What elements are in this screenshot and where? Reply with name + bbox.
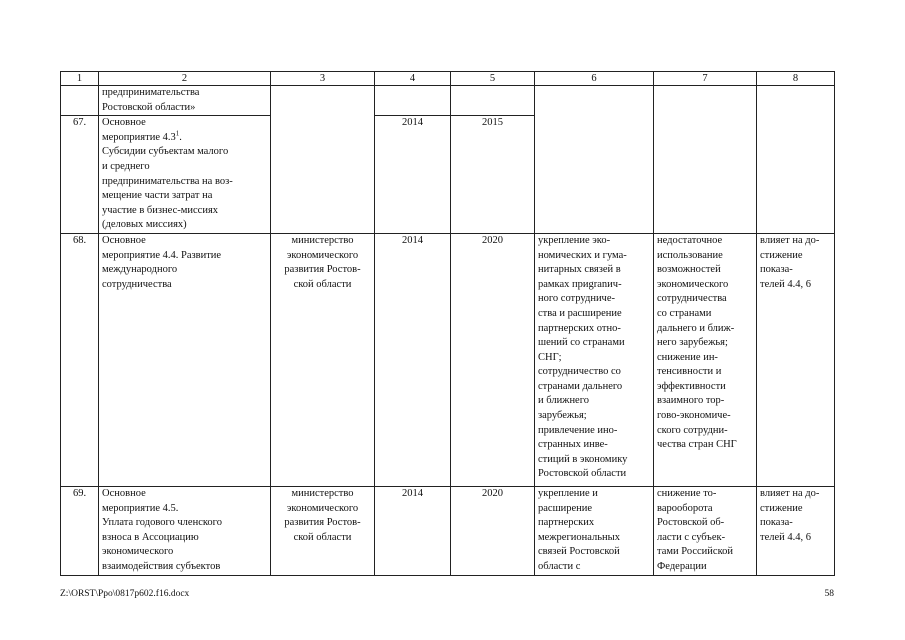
cell-number	[61, 86, 99, 116]
cell-end-year: 2020	[451, 486, 535, 575]
table-header-row	[61, 72, 835, 86]
cell-result: укрепление и расширение партнерских межрегиональных связей Ростовской области с	[535, 486, 654, 575]
cell-end-year: 2015	[451, 116, 535, 234]
cell-end-year	[451, 86, 535, 116]
cell-consequences: недостаточное использование возможностей экономического сотрудничества со странами дальнего и ближ- него зарубежья; снижение ин- тенсивности и эффективности взаимного тор- гово-экономиче- ского сотрудни- чества стран СНГ	[654, 233, 757, 486]
table-row-68	[61, 233, 835, 486]
activity-text-cont: . Субсидии субъектам малого и среднего предпринимательства на воз- мещение части затрат на участие в бизнес-миссиях (деловых миссиях)	[102, 131, 233, 231]
header-cell: 4	[375, 72, 451, 86]
cell-result: укрепление эко- номических и гума- нитарных связей в рамках приgranич- ного сотрудниче- ства и расширение партнерских отно- шений со странами СНГ; сотрудничество со странами дальнего и ближнего зарубежья; привлечение ино- странных инве- стиций в экономику Ростовской области	[535, 233, 654, 486]
cell-start-year: 2014	[375, 116, 451, 234]
cell-number: 68.	[61, 233, 99, 486]
cell-consequences: снижение то- варооборота Ростовской об- ласти с субъек- тами Российской Федерации	[654, 486, 757, 575]
cell-link	[757, 86, 835, 234]
footnote-mark: 1	[175, 129, 180, 138]
activities-table	[60, 71, 835, 576]
cell-activity	[99, 116, 271, 234]
table-row-69	[61, 486, 835, 575]
cell-start-year: 2014	[375, 233, 451, 486]
cell-executor	[271, 86, 375, 234]
table-row-continuation	[61, 86, 835, 116]
cell-end-year: 2020	[451, 233, 535, 486]
cell-result	[535, 86, 654, 234]
header-cell: 1	[61, 72, 99, 86]
header-cell: 3	[271, 72, 375, 86]
footer-file-path: Z:\ORST\Ppo\0817p602.f16.docx	[60, 589, 190, 599]
cell-start-year	[375, 86, 451, 116]
cell-activity: Основное мероприятие 4.4. Развитие международного сотрудничества	[99, 233, 271, 486]
header-cell: 2	[99, 72, 271, 86]
cell-activity: Основное мероприятие 4.5. Уплата годового членского взноса в Ассоциацию экономического взаимодействия субъектов	[99, 486, 271, 575]
cell-link: влияет на до- стижение показа- телей 4.4, 6	[757, 233, 835, 486]
header-cell: 6	[535, 72, 654, 86]
page-number: 58	[824, 589, 834, 599]
header-cell: 7	[654, 72, 757, 86]
cell-number: 69.	[61, 486, 99, 575]
header-cell: 5	[451, 72, 535, 86]
cell-activity: предпринимательства Ростовской области»	[99, 86, 271, 116]
cell-executor: министерство экономического развития Ростов- ской области	[271, 486, 375, 575]
cell-number: 67.	[61, 116, 99, 234]
cell-start-year: 2014	[375, 486, 451, 575]
cell-consequences	[654, 86, 757, 234]
activity-text: Основное мероприятие 4.3	[102, 117, 176, 143]
header-cell: 8	[757, 72, 835, 86]
cell-link: влияет на до- стижение показа- телей 4.4, 6	[757, 486, 835, 575]
cell-executor: министерство экономического развития Ростов- ской области	[271, 233, 375, 486]
